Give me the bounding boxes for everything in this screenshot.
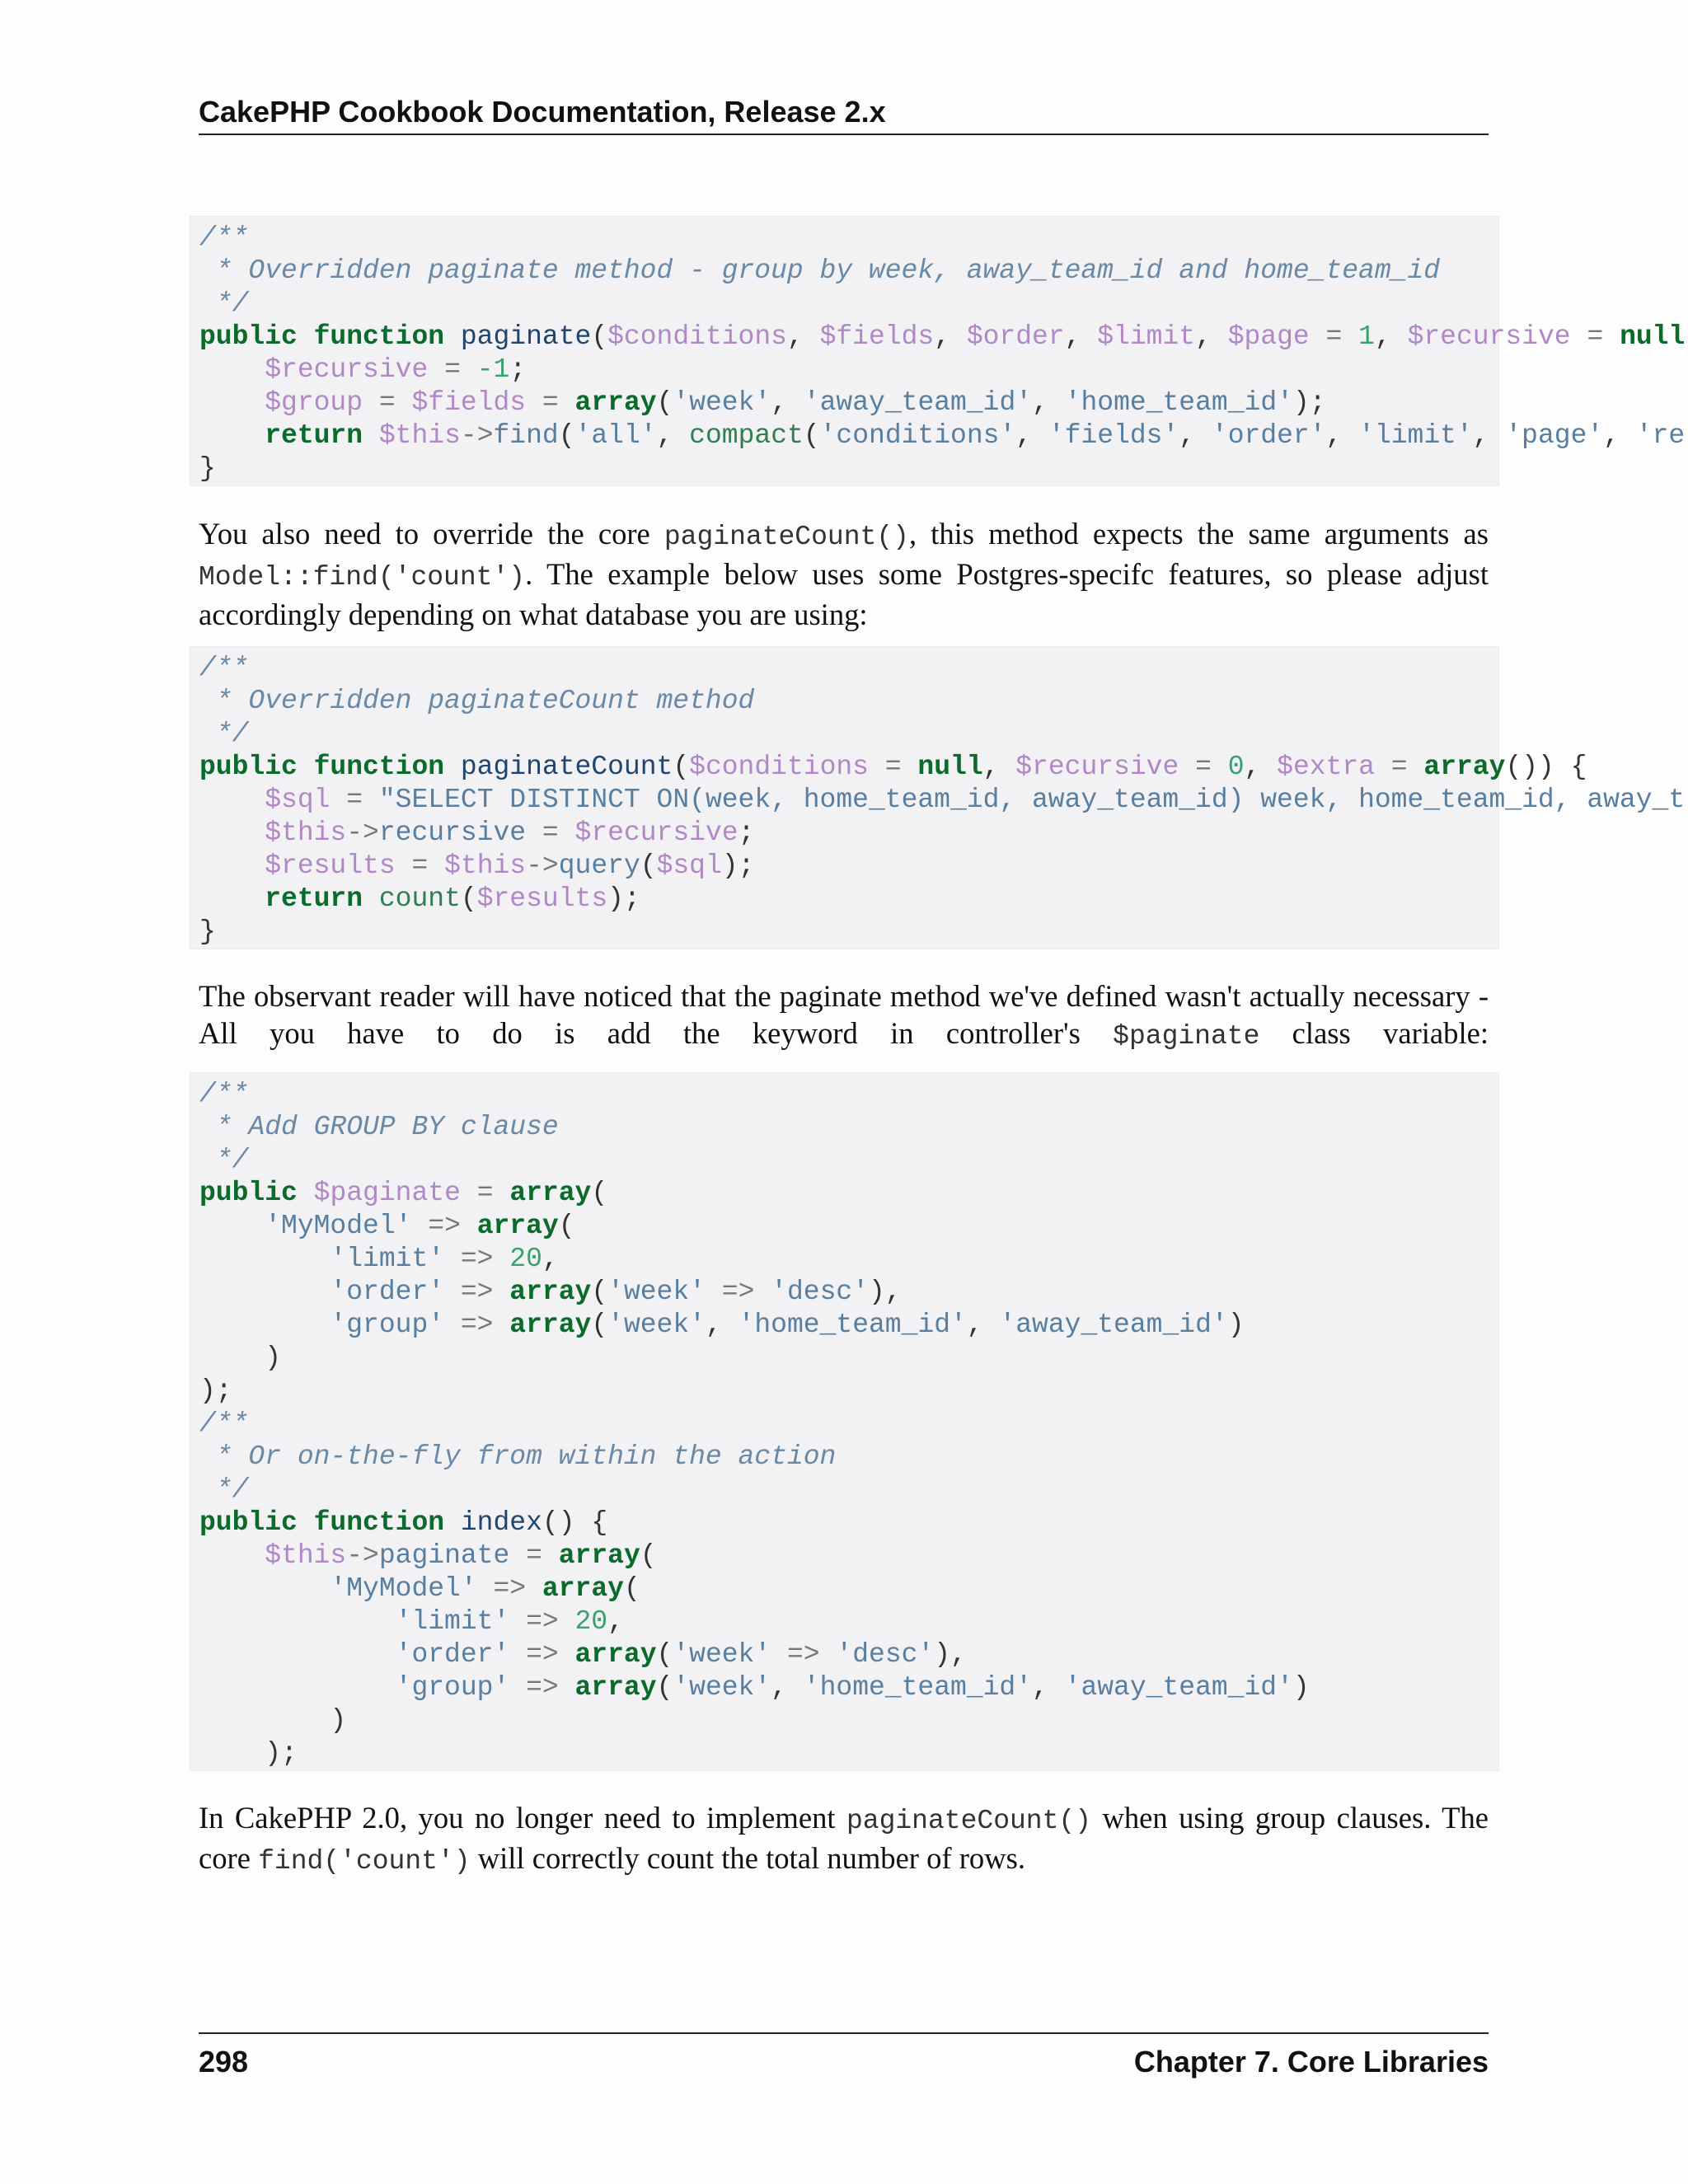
code-line: } <box>199 453 216 484</box>
code-line: * Add GROUP BY clause <box>199 1112 559 1142</box>
code-line: */ <box>199 1145 249 1175</box>
code-line: */ <box>199 288 249 319</box>
code-line: * Overridden paginateCount method <box>199 686 755 716</box>
header-rule <box>199 134 1489 135</box>
code-line: $results = $this->query($sql); <box>265 851 755 881</box>
code-line: 'limit' => 20, <box>395 1606 624 1637</box>
code-line: * Overridden paginate method - group by week, away_team_id and home_team_id <box>199 255 1441 286</box>
code-line: return $this->find('all', compact('conditions', 'fields', 'order', 'limit', 'page', 're <box>265 420 1686 451</box>
code-block-paginatecount <box>190 646 1686 949</box>
code-line: /** <box>199 223 249 253</box>
code-line: $recursive = -1; <box>265 354 527 385</box>
code-line: */ <box>199 1474 249 1505</box>
code-line: ) <box>199 1343 282 1373</box>
code-line: /** <box>199 1079 249 1109</box>
code-line: $this->recursive = $recursive; <box>265 818 755 848</box>
code-line: ); <box>199 1376 232 1406</box>
code-block-group-by <box>190 1072 1499 1771</box>
code-line: */ <box>199 719 249 749</box>
paragraph-cakephp-2: In CakePHP 2.0, you no longer need to implement paginateCount() when using group clauses. The core find('count') will correctly count the total number of rows. <box>199 1801 1489 1877</box>
code-line: public function paginateCount($conditions = null, $recursive = 0, $extra = array()) { <box>199 752 1587 782</box>
code-line: 'group' => array('week', 'home_team_id', 'away_team_id') <box>330 1310 1245 1340</box>
code-line: public function paginate($conditions, $fields, $order, $limit, $page = 1, $recursive = null <box>199 321 1686 352</box>
code-line: 'order' => array('week' => 'desc'), <box>330 1277 902 1307</box>
code-line: 'limit' => 20, <box>330 1244 559 1274</box>
code-line: $group = $fields = array('week', 'away_team_id', 'home_team_id'); <box>265 387 1326 418</box>
code-line: 'MyModel' => array( <box>265 1211 575 1241</box>
code-line: /** <box>199 653 249 683</box>
code-line: 'order' => array('week' => 'desc'), <box>395 1639 967 1670</box>
code-line: ); <box>199 1738 298 1769</box>
chapter-title: Chapter 7. Core Libraries <box>1133 2045 1489 2079</box>
code-line: 'group' => array('week', 'home_team_id', 'away_team_id') <box>395 1672 1310 1703</box>
code-block-paginate <box>190 216 1686 486</box>
running-header: CakePHP Cookbook Documentation, Release 2.x <box>199 95 886 129</box>
page-number: 298 <box>199 2045 249 2079</box>
code-line: 'MyModel' => array( <box>330 1573 640 1604</box>
code-line: $sql = "SELECT DISTINCT ON(week, home_team_id, away_team_id) week, home_team_id, away_t <box>265 785 1686 815</box>
code-line: public function index() { <box>199 1507 608 1538</box>
code-line: * Or on-the-fly from within the action <box>199 1441 837 1472</box>
code-line: /** <box>199 1408 249 1439</box>
footer-rule <box>199 2032 1489 2034</box>
code-line: $this->paginate = array( <box>265 1540 657 1571</box>
paragraph-observant-reader: The observant reader will have noticed that the paginate method we've defined wasn't actually necessary - All you have to do is add the keyword in controller's $paginate class variable: <box>199 979 1489 1052</box>
paragraph-paginatecount: You also need to override the core paginateCount(), this method expects the same arguments as Model::find('count'). The example below uses some Postgres-specifc features, so please adjust accordingly depending on what database you are using: <box>199 517 1489 631</box>
code-line: public $paginate = array( <box>199 1178 608 1208</box>
code-line: } <box>199 916 216 947</box>
code-line: return count($results); <box>265 883 640 914</box>
code-line: ) <box>199 1705 347 1736</box>
